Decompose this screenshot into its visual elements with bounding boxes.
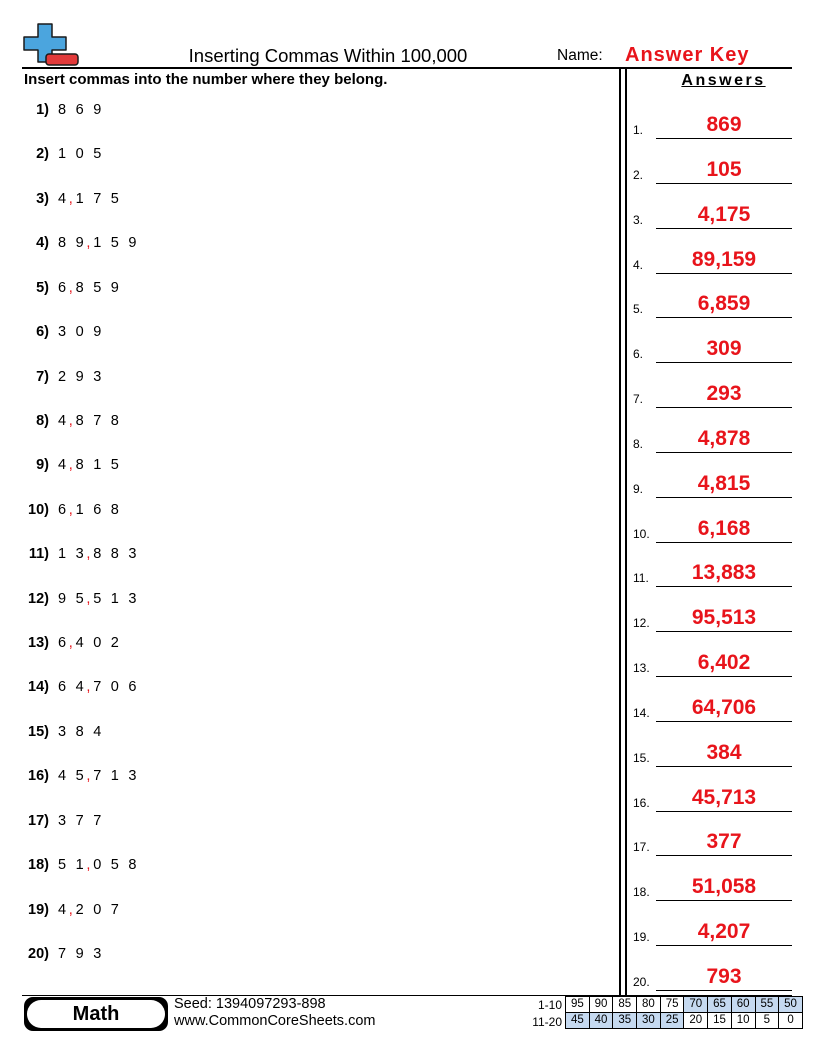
answer-value: 4,207: [656, 919, 792, 946]
answer-number: 10.: [633, 526, 650, 541]
digit: 8: [110, 412, 119, 429]
score-row: [566, 1013, 803, 1029]
problem-row: [0, 412, 600, 430]
digit: 1: [58, 546, 67, 563]
digit: 8: [75, 279, 84, 296]
problem-row: [0, 234, 600, 252]
problem-number: 1): [36, 102, 49, 118]
answer-number: 19.: [633, 930, 650, 945]
digit: 5: [93, 279, 102, 296]
problem-number: 5): [36, 279, 49, 296]
answer-number: 13.: [633, 661, 650, 676]
inserted-comma: ,: [68, 901, 73, 918]
problem-row: [0, 678, 600, 696]
answer-row: [630, 381, 792, 408]
digit: 3: [93, 368, 102, 385]
digit: 5: [75, 768, 84, 785]
inserted-comma: ,: [68, 635, 73, 652]
problem-number-digits: [58, 767, 136, 785]
digit: 1: [75, 501, 84, 518]
answer-number: 3.: [633, 212, 644, 227]
score-cell: 45: [566, 1013, 590, 1029]
digit: 8: [75, 723, 84, 740]
answer-row: [630, 874, 792, 901]
score-cell: 30: [637, 1013, 661, 1029]
score-cell: 25: [660, 1013, 684, 1029]
digit: 8: [128, 857, 137, 874]
digit: 7: [75, 812, 84, 829]
problem-number-digits: [58, 456, 119, 474]
digit: 9: [75, 945, 84, 962]
problem-number-digits: [58, 368, 101, 386]
digit: 4: [93, 723, 102, 740]
digit: 5: [75, 590, 84, 607]
score-cell: 55: [755, 997, 779, 1013]
score-cell: 60: [731, 997, 755, 1013]
answer-value: 45,713: [656, 785, 792, 812]
problem-row: [0, 945, 600, 963]
name-field-value: Answer Key: [625, 44, 750, 66]
answer-row: [630, 829, 792, 856]
inserted-comma: ,: [86, 590, 91, 607]
score-row: [566, 997, 803, 1013]
problem-number-digits: [58, 323, 101, 341]
problem-number: 8): [36, 412, 49, 429]
column-divider: [619, 69, 627, 995]
score-cell: 80: [637, 997, 661, 1013]
digit: 4: [58, 190, 67, 207]
problem-number-digits: [58, 545, 136, 563]
plus-minus-logo-icon: [22, 22, 80, 68]
problem-row: [0, 545, 600, 563]
score-cell: 5: [755, 1013, 779, 1029]
digit: 5: [93, 590, 102, 607]
digit: 0: [75, 146, 84, 163]
answer-number: 6.: [633, 347, 644, 362]
problem-number-digits: [58, 634, 119, 652]
score-cell: 90: [589, 997, 613, 1013]
answer-row: [630, 291, 792, 318]
problem-number-digits: [58, 412, 119, 430]
digit: 0: [93, 857, 102, 874]
digit: 8: [93, 546, 102, 563]
problem-row: [0, 456, 600, 474]
inserted-comma: ,: [86, 679, 91, 696]
answer-value: 64,706: [656, 695, 792, 722]
problem-number-digits: [58, 901, 119, 919]
digit: 1: [75, 857, 84, 874]
inserted-comma: ,: [86, 857, 91, 874]
answer-value: 869: [656, 112, 792, 139]
digit: 8: [58, 102, 67, 118]
digit: 9: [93, 324, 102, 341]
answer-row: [630, 964, 792, 991]
inserted-comma: ,: [68, 457, 73, 474]
problem-number-digits: [58, 279, 119, 297]
problem-number: 9): [36, 457, 49, 474]
digit: 4: [58, 768, 67, 785]
digit: 0: [75, 324, 84, 341]
problem-number: 10): [28, 501, 49, 518]
problem-number: 6): [36, 324, 49, 341]
digit: 1: [75, 190, 84, 207]
digit: 7: [93, 768, 102, 785]
digit: 4: [58, 901, 67, 918]
answer-row: [630, 426, 792, 453]
answer-number: 7.: [633, 392, 644, 407]
problem-row: [0, 323, 600, 341]
digit: 7: [93, 812, 102, 829]
answer-value: 6,859: [656, 291, 792, 318]
subject-label: Math: [27, 1000, 165, 1028]
answer-value: 309: [656, 336, 792, 363]
problem-row: [0, 856, 600, 874]
problem-number: 15): [28, 723, 49, 740]
digit: 2: [75, 901, 84, 918]
answer-row: [630, 112, 792, 139]
answer-number: 9.: [633, 481, 644, 496]
problem-row: [0, 901, 600, 919]
inserted-comma: ,: [86, 235, 91, 252]
answer-value: 793: [656, 964, 792, 991]
problem-number-digits: [58, 812, 101, 830]
answer-number: 18.: [633, 885, 650, 900]
website-text: www.CommonCoreSheets.com: [174, 1013, 376, 1029]
answer-row: [630, 202, 792, 229]
digit: 9: [93, 102, 102, 118]
answer-number: 20.: [633, 974, 650, 989]
digit: 3: [93, 945, 102, 962]
problem-number: 13): [28, 635, 49, 652]
digit: 7: [110, 901, 119, 918]
problem-number: 19): [28, 901, 49, 918]
problem-row: [0, 634, 600, 652]
problem-number-digits: [58, 945, 101, 963]
problem-row: [0, 279, 600, 297]
problem-row: [0, 501, 600, 519]
digit: 1: [93, 457, 102, 474]
digit: 2: [58, 368, 67, 385]
problem-number-digits: [58, 723, 101, 741]
digit: 5: [93, 146, 102, 163]
digit: 4: [58, 457, 67, 474]
digit: 3: [128, 768, 137, 785]
digit: 1: [110, 590, 119, 607]
answer-row: [630, 650, 792, 677]
problem-row: [0, 368, 600, 386]
digit: 7: [93, 679, 102, 696]
score-cell: 50: [779, 997, 803, 1013]
answer-value: 4,878: [656, 426, 792, 453]
score-row-label: 11-20: [532, 1015, 562, 1029]
inserted-comma: ,: [86, 546, 91, 563]
problem-number: 7): [36, 368, 49, 385]
digit: 1: [110, 768, 119, 785]
digit: 5: [110, 190, 119, 207]
name-label: Name:: [557, 47, 603, 64]
digit: 7: [93, 412, 102, 429]
score-row-label: 1-10: [537, 998, 562, 1012]
digit: 4: [75, 635, 84, 652]
digit: 8: [75, 412, 84, 429]
answer-row: [630, 740, 792, 767]
answers-heading: Answers: [681, 72, 766, 89]
digit: 3: [58, 812, 67, 829]
answer-row: [630, 605, 792, 632]
digit: 5: [110, 235, 119, 252]
digit: 4: [58, 412, 67, 429]
problem-number: 14): [28, 679, 49, 696]
answer-number: 1.: [633, 123, 644, 137]
seed-text: Seed: 1394097293-898: [174, 996, 326, 1012]
answer-number: 15.: [633, 750, 650, 765]
digit: 6: [58, 679, 67, 696]
digit: 3: [128, 546, 137, 563]
problem-row: [0, 723, 600, 741]
score-cell: 70: [684, 997, 708, 1013]
problem-number-digits: [58, 190, 119, 208]
score-cell: 35: [613, 1013, 637, 1029]
digit: 6: [58, 279, 67, 296]
answer-value: 13,883: [656, 560, 792, 587]
answer-row: [630, 695, 792, 722]
problem-number: 12): [28, 590, 49, 607]
problem-number-digits: [58, 590, 136, 608]
digit: 6: [93, 501, 102, 518]
answer-number: 11.: [633, 571, 649, 586]
digit: 2: [110, 635, 119, 652]
answer-value: 95,513: [656, 605, 792, 632]
answer-value: 105: [656, 157, 792, 184]
digit: 9: [75, 368, 84, 385]
answer-row: [630, 471, 792, 498]
answer-value: 384: [656, 740, 792, 767]
score-cell: 85: [613, 997, 637, 1013]
digit: 3: [128, 590, 137, 607]
problem-number-digits: [58, 678, 136, 696]
answer-row: [630, 785, 792, 812]
answer-row: [630, 336, 792, 363]
answer-number: 14.: [633, 705, 650, 720]
score-cell: 40: [589, 1013, 613, 1029]
problem-number: 16): [28, 768, 49, 785]
problem-row: [0, 590, 600, 608]
digit: 0: [93, 901, 102, 918]
digit: 9: [128, 235, 137, 252]
answer-number: 4.: [633, 257, 644, 272]
digit: 7: [93, 190, 102, 207]
digit: 9: [58, 590, 67, 607]
answer-value: 6,168: [656, 516, 792, 543]
problem-number: 4): [36, 235, 49, 252]
score-cell: 75: [660, 997, 684, 1013]
digit: 8: [110, 501, 119, 518]
digit: 1: [93, 235, 102, 252]
digit: 6: [128, 679, 137, 696]
answer-value: 377: [656, 829, 792, 856]
score-cell: 15: [708, 1013, 732, 1029]
digit: 5: [58, 857, 67, 874]
score-cell: 65: [708, 997, 732, 1013]
digit: 3: [75, 546, 84, 563]
problem-number: 20): [28, 945, 49, 962]
digit: 1: [58, 146, 67, 163]
inserted-comma: ,: [68, 501, 73, 518]
answer-row: [630, 157, 792, 184]
inserted-comma: ,: [68, 412, 73, 429]
answer-value: 293: [656, 381, 792, 408]
digit: 6: [75, 102, 84, 118]
digit: 5: [110, 457, 119, 474]
digit: 8: [110, 546, 119, 563]
problem-number: 17): [28, 812, 49, 829]
worksheet-title: Inserting Commas Within 100,000: [188, 45, 468, 66]
digit: 0: [110, 679, 119, 696]
problem-row: [0, 190, 600, 208]
header-divider: [22, 67, 792, 69]
answer-value: 6,402: [656, 650, 792, 677]
problem-number: 2): [36, 146, 49, 163]
answer-number: 8.: [633, 436, 644, 451]
inserted-comma: ,: [68, 279, 73, 296]
problem-number-digits: [58, 234, 136, 252]
answer-row: [630, 516, 792, 543]
answer-value: 89,159: [656, 247, 792, 274]
answer-value: 51,058: [656, 874, 792, 901]
answer-row: [630, 247, 792, 274]
score-cell: 95: [566, 997, 590, 1013]
answer-value: 4,175: [656, 202, 792, 229]
answer-value: 4,815: [656, 471, 792, 498]
problem-number-digits: [58, 501, 119, 519]
instructions: Insert commas into the number where they belong.: [24, 71, 388, 88]
problem-number: 11): [28, 546, 49, 563]
digit: 9: [110, 279, 119, 296]
digit: 8: [75, 457, 84, 474]
score-cell: 20: [684, 1013, 708, 1029]
digit: 3: [58, 723, 67, 740]
inserted-comma: ,: [68, 190, 73, 207]
answer-number: 2.: [633, 167, 644, 182]
inserted-comma: ,: [86, 768, 91, 785]
score-cell: 10: [731, 1013, 755, 1029]
digit: 6: [58, 635, 67, 652]
problem-row: [0, 812, 600, 830]
answer-number: 5.: [633, 302, 644, 317]
answer-number: 16.: [633, 795, 650, 810]
problem-row: [0, 101, 600, 119]
answer-number: 12.: [633, 616, 650, 631]
problem-number-digits: [58, 101, 101, 119]
digit: 3: [58, 324, 67, 341]
subject-badge: [24, 997, 168, 1031]
digit: 0: [93, 635, 102, 652]
digit: 6: [58, 501, 67, 518]
answer-row: [630, 919, 792, 946]
problem-row: [0, 767, 600, 785]
digit: 5: [110, 857, 119, 874]
answer-row: [630, 560, 792, 587]
problem-number-digits: [58, 145, 101, 163]
problem-number-digits: [58, 856, 136, 874]
problem-number: 3): [36, 190, 49, 207]
answer-number: 17.: [633, 840, 650, 855]
digit: 7: [58, 945, 67, 962]
score-table: [565, 996, 803, 1029]
digit: 9: [75, 235, 84, 252]
problem-row: [0, 145, 600, 163]
problem-number: 18): [28, 857, 49, 874]
digit: 8: [58, 235, 67, 252]
score-cell: 0: [779, 1013, 803, 1029]
digit: 4: [75, 679, 84, 696]
